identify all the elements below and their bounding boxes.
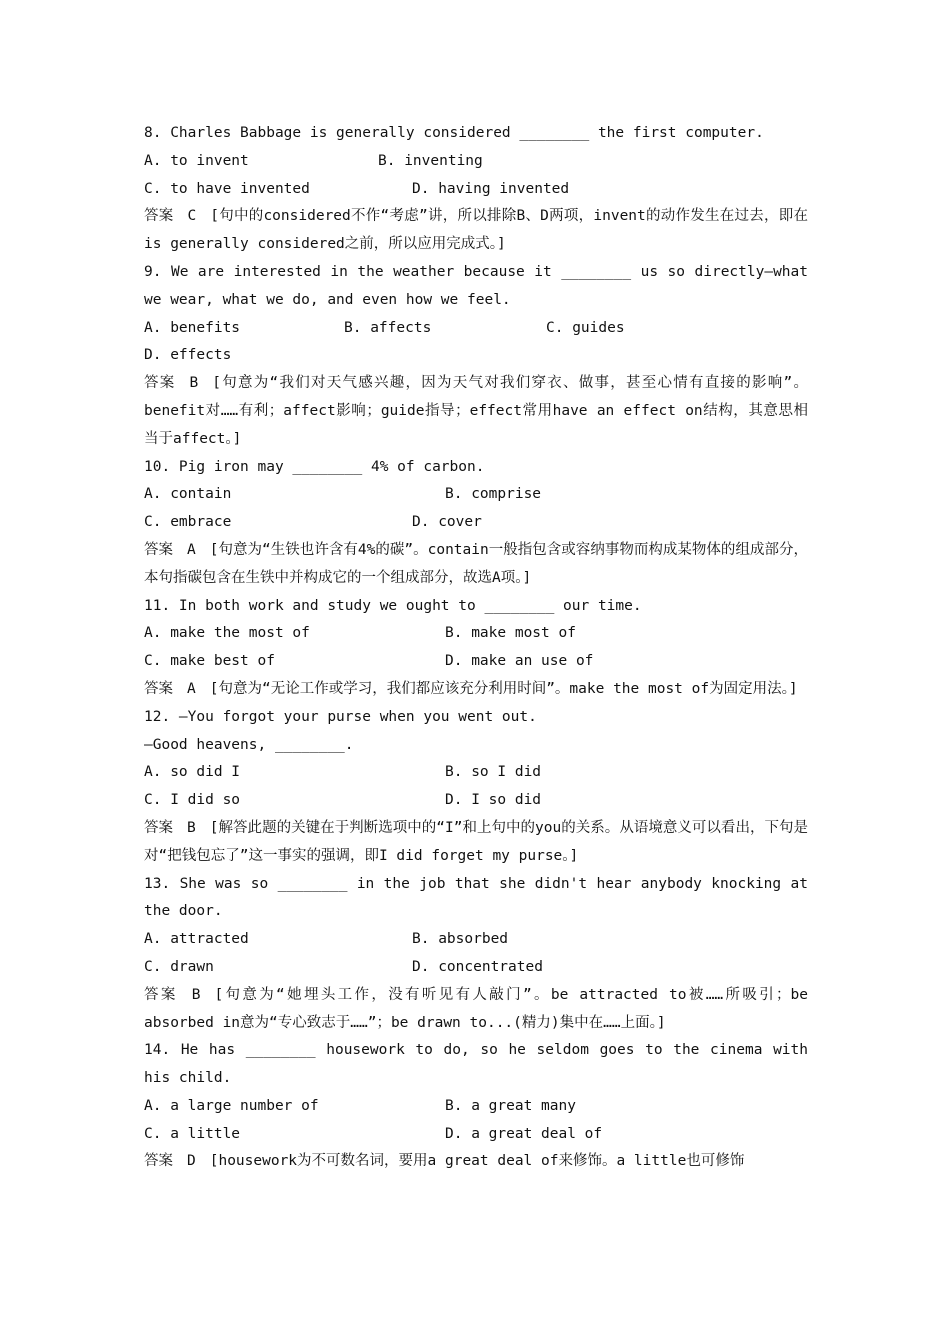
option-d: D. having invented <box>412 180 570 197</box>
option-c: C. drawn <box>144 958 214 975</box>
answer-label: 答案 <box>144 986 178 1003</box>
answer-explanation: [句意为“生铁也许含有4%的碳”。contain一般指包含或容纳事物而构成某物体的组成部分，本句指碳包含在生铁中并构成它的一个组成部分，故选A项。] <box>144 541 808 586</box>
option-b: B. a great many <box>445 1097 576 1114</box>
answer-label: 答案 <box>144 375 176 392</box>
option-a: A. a large number of <box>144 1097 319 1114</box>
option-a: A. make the most of <box>144 625 310 642</box>
options-row <box>144 148 808 176</box>
option-c: C. embrace <box>144 514 232 531</box>
options-row <box>144 926 808 954</box>
answer-key: A <box>187 680 196 697</box>
options-row <box>144 620 808 648</box>
answer-line <box>144 203 808 259</box>
question-stem: 11. In both work and study we ought to ________ our time. <box>144 597 642 614</box>
answer-explanation: [句中的considered不作“考虑”讲，所以排除B、D两项，invent的动作发生在过去，即在is generally considered之前，所以应用完成式。] <box>144 208 808 253</box>
option-a: A. to invent <box>144 152 249 169</box>
options-row <box>144 342 808 370</box>
answer-key: B <box>187 819 196 836</box>
answer-label: 答案 <box>144 819 174 836</box>
option-a: A. attracted <box>144 931 249 948</box>
answer-label: 答案 <box>144 680 173 697</box>
answer-label: 答案 <box>144 208 174 225</box>
option-d: D. make an use of <box>445 653 594 670</box>
question-stem: —Good heavens, ________. <box>144 736 354 753</box>
question-block <box>144 593 808 704</box>
options-row <box>144 1093 808 1121</box>
options-row <box>144 315 808 343</box>
options-row <box>144 787 808 815</box>
option-b: B. inventing <box>378 152 483 169</box>
answer-key: C <box>187 208 197 225</box>
question-block <box>144 259 808 454</box>
answer-explanation: [housework为不可数名词，要用a great deal of来修饰。a little也可修饰 <box>209 1153 745 1170</box>
option-c: C. a little <box>144 1125 241 1142</box>
options-row <box>144 759 808 787</box>
option-b: B. absorbed <box>412 931 509 948</box>
answer-label: 答案 <box>144 541 174 558</box>
answer-line <box>144 1148 808 1176</box>
answer-explanation: [句意为“她埋头工作，没有听见有人敲门”。be attracted to被……所吸引；be absorbed in意为“专心致志于……”；be drawn to...(精力)集中在……上面。] <box>144 986 809 1031</box>
option-b: D. effects <box>144 347 232 364</box>
option-a: A. so did I <box>144 764 241 781</box>
option-d: D. cover <box>412 514 482 531</box>
option-b: B. comprise <box>445 486 542 503</box>
option-c: C. to have invented <box>144 180 310 197</box>
question-block <box>144 454 808 593</box>
question-stem: 10. Pig iron may ________ 4% of carbon. <box>144 458 485 475</box>
answer-line <box>144 815 808 871</box>
options-row <box>144 648 808 676</box>
option-c: C. make best of <box>144 653 275 670</box>
option-c: C. guides <box>546 319 625 336</box>
option-a: A. benefits <box>144 319 241 336</box>
question-stem: 12. —You forgot your purse when you went out. <box>144 708 537 725</box>
answer-explanation: [句意为“无论工作或学习，我们都应该充分利用时间”。make the most of为固定用法。] <box>209 680 798 697</box>
option-b: B. so I did <box>445 764 542 781</box>
question-block <box>144 120 808 259</box>
question-stem: 8. Charles Babbage is generally considered ________ the first computer. <box>144 125 764 141</box>
answer-key: B <box>191 986 201 1003</box>
options-row <box>144 954 808 982</box>
answer-line <box>144 537 808 593</box>
question-stem: 14. He has ________ housework to do, so he seldom goes to the cinema with his child. <box>144 1042 808 1087</box>
exam-page <box>144 120 808 1176</box>
question-block <box>144 1037 808 1176</box>
question-stem: 9. We are interested in the weather because it ________ us so directly—what we wear, what we do, and even how we feel. <box>144 263 808 308</box>
question-block <box>144 871 808 1038</box>
option-b: B. affects <box>344 319 432 336</box>
options-row <box>144 1121 808 1149</box>
option-d: D. I so did <box>445 792 542 809</box>
option-c: C. I did so <box>144 792 241 809</box>
options-row <box>144 481 808 509</box>
answer-label: 答案 <box>144 1153 173 1170</box>
question-block <box>144 704 808 871</box>
option-a: A. contain <box>144 486 232 503</box>
answer-key: A <box>187 541 196 558</box>
answer-line <box>144 676 808 704</box>
answer-key: D <box>187 1153 196 1170</box>
answer-explanation: [解答此题的关键在于判断选项中的“I”和上句中的you的关系。从语境意义可以看出，下句是对“把钱包忘了”这一事实的强调，即I did forget my purse。] <box>144 819 809 864</box>
options-row <box>144 509 808 537</box>
option-b: B. make most of <box>445 625 576 642</box>
answer-key: B <box>189 375 199 392</box>
question-stem: 13. She was so ________ in the job that she didn't hear anybody knocking at the door. <box>144 875 808 920</box>
answer-line <box>144 982 808 1038</box>
option-d: D. a great deal of <box>445 1125 603 1142</box>
answer-line <box>144 370 808 453</box>
options-row <box>144 176 808 204</box>
option-d: D. concentrated <box>412 958 543 975</box>
answer-explanation: [句意为“我们对天气感兴趣，因为天气对我们穿衣、做事，甚至心情有直接的影响”。benefit对……有利；affect影响；guide指导；effect常用have an effect on结构，其意思相当于affect。] <box>144 375 809 447</box>
